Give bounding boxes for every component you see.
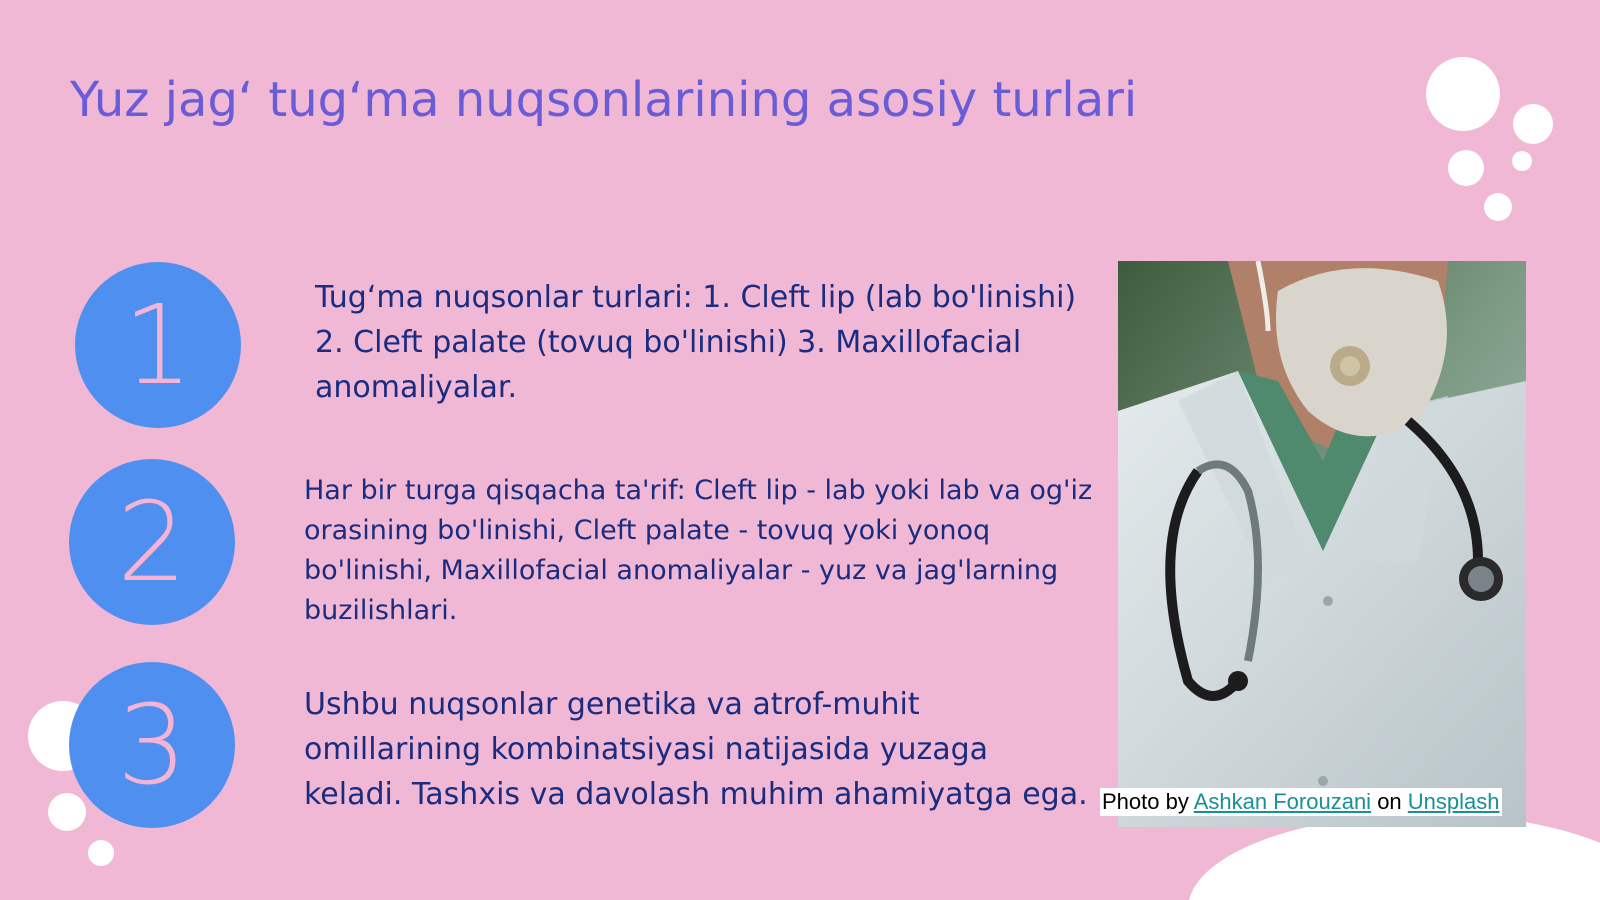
number-circle-1 bbox=[75, 262, 241, 428]
number-label: 1 bbox=[123, 281, 193, 409]
number-circle-2 bbox=[69, 459, 235, 625]
decorative-dot bbox=[1448, 150, 1484, 186]
slide-title: Yuz jag‘ tug‘ma nuqsonlarining asosiy turlari bbox=[70, 72, 1138, 128]
item-text-3: Ushbu nuqsonlar genetika va atrof-muhit omillarining kombinatsiyasi natijasida yuzaga keladi. Tashxis va davolash muhim ahamiyatga ega. bbox=[304, 687, 1088, 812]
photo-author-link[interactable]: Ashkan Forouzani bbox=[1193, 789, 1372, 814]
doctor-photo bbox=[1118, 261, 1526, 827]
photo-credit-prefix: Photo by bbox=[1102, 789, 1194, 814]
decorative-dot bbox=[1426, 57, 1500, 131]
number-label: 3 bbox=[117, 681, 187, 809]
decorative-dot bbox=[1513, 104, 1553, 144]
unsplash-link[interactable]: Unsplash bbox=[1407, 789, 1500, 814]
photo-credit-middle: on bbox=[1371, 789, 1408, 814]
number-circle-3 bbox=[69, 662, 235, 828]
decorative-dot bbox=[1512, 151, 1532, 171]
photo-credit bbox=[1100, 788, 1502, 816]
decorative-dot bbox=[1484, 193, 1512, 221]
number-label: 2 bbox=[117, 478, 187, 606]
decorative-dot bbox=[48, 793, 86, 831]
item-text-2: Har bir turga qisqacha ta'rif: Cleft lip - lab yoki lab va og'iz orasining bo'linishi, Cleft palate - tovuq yoki yonoq bo'linishi, Maxillofacial anomaliyalar - yuz va jag'larning buzilishlari. bbox=[304, 475, 1093, 626]
decorative-dot bbox=[88, 840, 114, 866]
item-text-1: Tug‘ma nuqsonlar turlari: 1. Cleft lip (lab bo'linishi) 2. Cleft palate (tovuq bo'linishi) 3. Maxillofacial anomaliyalar. bbox=[315, 280, 1077, 405]
